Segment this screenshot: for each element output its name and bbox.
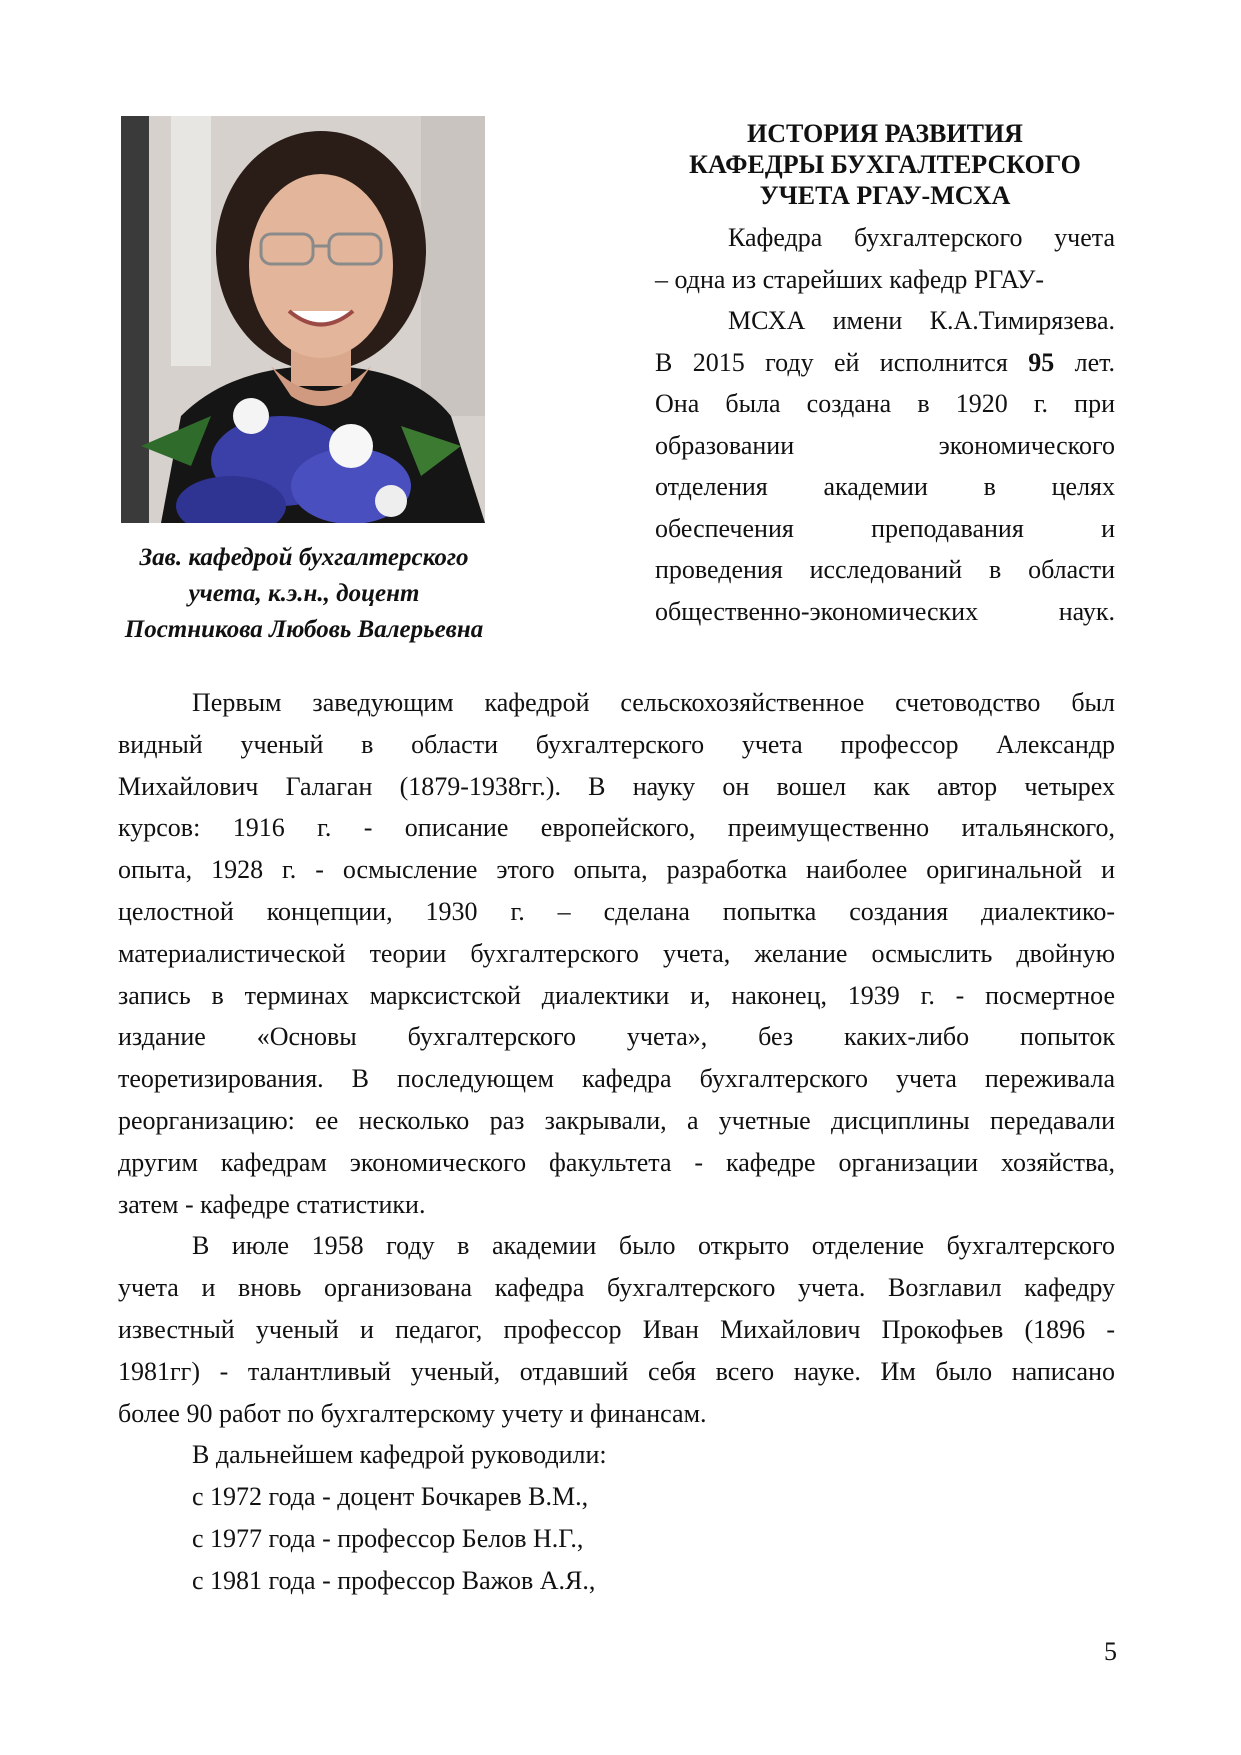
intro-line: Она была создана в 1920 г. при — [655, 389, 1115, 418]
body-line: с 1972 года - доцент Бочкарев В.М., — [192, 1482, 589, 1512]
body-text — [118, 682, 1115, 1602]
portrait-illustration — [121, 116, 485, 523]
intro-text: В 2015 году ей исполнится — [655, 347, 1008, 377]
body-line: с 1981 года - профессор Важов А.Я., — [192, 1565, 596, 1595]
caption-line: Зав. кафедрой бухгалтерского — [139, 544, 469, 571]
intro-text: лет. — [1074, 347, 1116, 377]
body-line: видный ученый в области бухгалтерского учета профессор Александр — [118, 729, 1115, 759]
intro-line: обеспечения преподавания и — [655, 513, 1115, 543]
body-line: Михайлович Галаган (1879-1938гг.). В науку он вошел как автор четырех — [118, 771, 1115, 801]
intro-line: Кафедра бухгалтерского учета — [728, 223, 1115, 252]
photo-caption — [118, 540, 490, 648]
body-line: затем - кафедре статистики. — [118, 1189, 426, 1219]
body-line: 1981гг) - талантливый ученый, отдавший себя всего науке. Им было написано — [118, 1356, 1115, 1386]
body-line: другим кафедрам экономического факультета - кафедре организации хозяйства, — [118, 1147, 1115, 1177]
intro-line: проведения исследований в области — [655, 555, 1115, 584]
title-line: ИСТОРИЯ РАЗВИТИЯ — [747, 119, 1023, 148]
intro-paragraph — [655, 217, 1115, 632]
intro-line: отделения академии в целях — [655, 472, 1115, 501]
body-line: целостной концепции, 1930 г. – сделана попытка создания диалектико- — [118, 896, 1115, 926]
title-line: УЧЕТА РГАУ-МСХА — [759, 181, 1011, 210]
years-count: 95 — [1028, 347, 1055, 377]
intro-line: МСХА имени К.А.Тимирязева. — [728, 306, 1115, 335]
caption-line: Постникова Любовь Валерьевна — [124, 616, 484, 643]
body-line: теоретизирования. В последующем кафедра бухгалтерского учета переживала — [118, 1064, 1115, 1094]
body-line: курсов: 1916 г. - описание европейского, преимущественно итальянского, — [118, 813, 1115, 843]
portrait-photo — [121, 116, 485, 523]
body-line: реорганизацию: ее несколько раз закрывали, а учетные дисциплины передавали — [118, 1105, 1115, 1135]
intro-line: – одна из старейших кафедр РГАУ- — [655, 264, 1045, 294]
article-title — [655, 118, 1115, 211]
intro-line-with-bold — [655, 342, 1115, 384]
body-line: запись в терминах марксистской диалектики и, наконец, 1939 г. - посмертное — [118, 980, 1115, 1010]
intro-line: образовании экономического — [655, 430, 1115, 460]
body-line: В дальнейшем кафедрой руководили: — [192, 1440, 607, 1470]
body-line: с 1977 года - профессор Белов Н.Г., — [192, 1523, 584, 1553]
body-line: издание «Основы бухгалтерского учета», без каких-либо попыток — [118, 1022, 1115, 1052]
intro-line: общественно-экономических наук. — [655, 596, 1115, 626]
body-line: учета и вновь организована кафедра бухгалтерского учета. Возглавил кафедру — [118, 1273, 1115, 1303]
page-number: 5 — [1104, 1637, 1117, 1666]
body-line: Первым заведующим кафедрой сельскохозяйственное счетоводство был — [192, 688, 1115, 717]
caption-line: учета, к.э.н., доцент — [188, 580, 420, 607]
body-line: В июле 1958 году в академии было открыто отделение бухгалтерского — [192, 1231, 1115, 1261]
title-line: КАФЕДРЫ БУХГАЛТЕРСКОГО — [689, 150, 1081, 179]
body-line: опыта, 1928 г. - осмысление этого опыта, разработка наиболее оригинальной и — [118, 855, 1115, 885]
body-line: известный ученый и педагог, профессор Иван Михайлович Прокофьев (1896 - — [118, 1314, 1115, 1344]
body-line: материалистической теории бухгалтерского учета, желание осмыслить двойную — [118, 938, 1115, 968]
body-line: более 90 работ по бухгалтерскому учету и финансам. — [118, 1398, 707, 1428]
